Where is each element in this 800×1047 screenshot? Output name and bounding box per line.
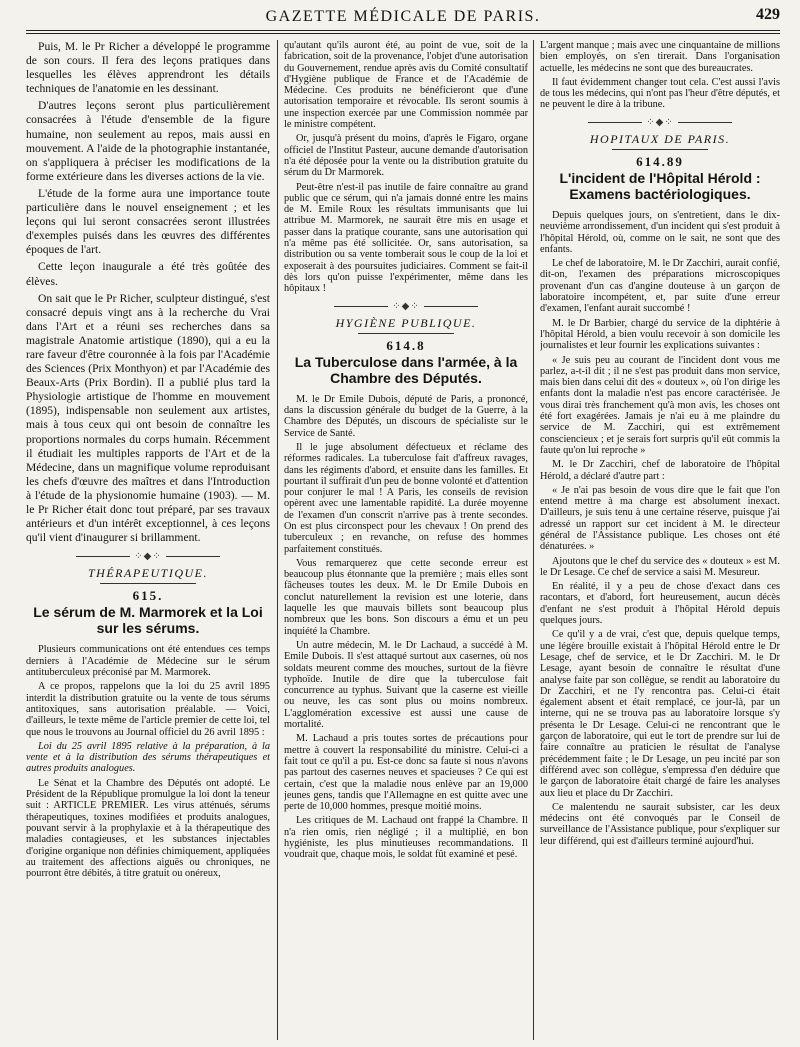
column-3 (540, 40, 780, 850)
column-separator (533, 40, 534, 1040)
paragraph: « Je n'ai pas besoin de vous dire que le fait que l'on entend mettre à ma charge est absolument inexact. D'ailleurs, je suis tenu à une certaine réserve, puisque j'ai adressé un rapport sur cet incident à M. le directeur général de l'Assistance publique. Les choses ont été dénaturées. » (540, 484, 780, 553)
paragraph: Peut-être n'est-il pas inutile de faire connaître au grand public que ce sérum, qui n'a jamais donné entre les mains de M. Emile Roux les résultats immunisants que lui attribue M. Marmorek, ne saurait être mis en usage et passer dans la pratique courante, sans une autorisation qui n'a même pas été sollicitée. Or, sans autorisation, sa distribution ou sa vente tomberait sous le coup de la loi et exposerait à des poursuites judiciaires. Comment se fait-il dès lors qu'on puisse l'expérimenter, même dans les hôpitaux ! (284, 181, 528, 295)
tuberculose-article-text (284, 394, 528, 861)
paragraph: Le chef de laboratoire, M. le Dr Zacchiri, aurait confié, dit-on, l'examen des préparations microscopiques provenant d'un cas d'angine douteuse à un garçon de laboratoire incompétent, et, par suite d'une erreur d'examen, l'enfant aurait succombé ! (540, 258, 780, 315)
paragraph: qu'autant qu'ils auront été, au point de vue, soit de la fabrication, soit de la provenance, l'objet d'une autorisation du Gouvernement, rendue après avis du Comité consultatif d'Hygiène publique de France et de l'Académie de Médecine. Ces produits ne bénéficieront que d'une autorisation temporaire et révocable. Ils seront soumis à une inspection exercée par une Commission nommée par le ministre compétent. (284, 40, 528, 131)
masthead-double-rule (26, 33, 780, 34)
paragraph: Loi du 25 avril 1895 relative à la préparation, à la vente et à la distribution des sérums thérapeutiques et autres produits analogues. (26, 740, 270, 775)
paragraph: Ce qu'il y a de vrai, c'est que, depuis quelque temps, une légère brouille existait à l'hôpital Hérold entre le Dr Lesage, chef de service, et le Dr Zacchiri. M. le Dr Lesage, ayant besoin de connaître le résultat d'une analyse faite par son collègue, se rendit au laboratoire du Dr Zacchiri, et ne l'y rencontra pas. Celui-ci était également absent et était remplacé, ce jour-là, par un interne, qui ne se trouva pas au laboratoire lorsque s'y présenta le Dr Lesage. Celui-ci ne rencontrant que le garçon de laboratoire, qui eut le tort de prendre sur lui de faire connaître au praticien le résultat de l'analyse précédemment faite ; le Dr Lesage, un peu incité par son différend avec son collègue, s'empressa d'en déduire que le garçon de laboratoire était chargé de faire les analyses aux lieu et place du Dr Zacchiri. (540, 629, 780, 799)
section-underline (358, 333, 454, 334)
paragraph: Il faut évidemment changer tout cela. C'est aussi l'avis de tous les médecins, qui n'ont pas l'heur d'être députés, et ne peuvent le dire à la tribune. (540, 76, 780, 111)
paragraph: L'étude de la forme aura une importance toute particulière dans le nouvel enseignement ; et les leçons qui lui seront consacrées seront illustrées d'exemples puisés dans les œuvres des différentes époques de l'art. (26, 186, 270, 257)
paragraph: « Je suis peu au courant de l'incident dont vous me parlez, a-t-il dit ; il ne s'est pas produit dans mon service, mais bien dans celui dit des « douteux », où l'on dirige les enfants dont la maladie n'est pas encore caractérisée. Je vous dirai très franchement qu'à mon avis, les choses ont été fort exagérées. Jamais je n'ai eu à me plaindre du service de M. Zacchiri, qui est extrêmement consciencieux ; et je serais fort surpris qu'il eût commis la faute qu'on lui reproche » (540, 354, 780, 456)
paragraph: Ajoutons que le chef du service des « douteux » est M. le Dr Lesage. Ce chef de service a saisi M. Mesureur. (540, 555, 780, 578)
text-columns (26, 40, 780, 1040)
tuberculose-continued-text (540, 40, 780, 111)
article-title: La Tuberculose dans l'armée, à la Chambre des Députés. (294, 353, 518, 386)
paragraph: Il le juge absolument défectueux et réclame des réformes radicales. La tuberculose fait d'affreux ravages, dans les régiments d'abord, et ensuite dans les familles. Et pourtant il suffirait d'un peu de bonne volonté et d'attention pour conjurer le mal ! A Paris, les conseils de revision opèrent avec une lamentable rapidité. La durée moyenne de l'examen d'un conscrit n'arrive pas à trente secondes. On est plus circonspect pour les chevaux ! On prend des tuberculeux ; en revanche, on refuse des hommes parfaitement constitués. (284, 441, 528, 555)
richer-course-text (26, 40, 270, 545)
column-1 (26, 40, 270, 882)
paragraph: Or, jusqu'à présent du moins, d'après le Figaro, organe officiel de l'Institut Pasteur, aucune demande d'autorisation n'a été déposée pour la vente ou la distribution gratuite du sérum du Dr Marmorek. (284, 133, 528, 179)
section-divider (540, 117, 780, 128)
paragraph: Cette leçon inaugurale a été très goûtée des élèves. (26, 260, 270, 288)
article-number: 615. (132, 588, 164, 604)
paragraph: M. le Dr Barbier, chargé du service de la diphtérie à l'hôpital Hérold, a bien voulu recevoir à son domicile les journalistes et leur fournir les explications suivantes : (540, 317, 780, 352)
section-heading: HOPITAUX DE PARIS. (589, 131, 731, 146)
ornament-icon: ⁘◆⁘ (646, 116, 674, 128)
paragraph: Ce malentendu ne saurait subsister, car les deux médecins ont été convoqués par le Conseil de surveillance de l'Assistance publique, pour s'expliquer sur leur différend, qui est d'ailleurs terminé aujourd'hui. (540, 801, 780, 847)
paragraph: Depuis quelques jours, on s'entretient, dans le dix-neuvième arrondissement, d'un incident qui s'est produit à l'hôpital Hérold, où, comme on le sait, ne sont que des enfants. (540, 209, 780, 255)
section-underline (100, 583, 196, 584)
section-underline (612, 149, 708, 150)
article-title: Le sérum de M. Marmorek et la Loi sur les sérums. (33, 604, 263, 637)
paragraph: Vous remarquerez que cette seconde erreur est beaucoup plus étonnante que la première ; mais elles sont fâcheuses toutes les deux. M. le Dr Emile Dubois en conclut naturellement la revision est une loterie, dans laquelle les que mauvais billets sont beaucoup plus nombreux que les bons. Son discours a ému et un peu inquiété la Chambre. (284, 557, 528, 637)
paragraph: M. le Dr Emile Dubois, député de Paris, a prononcé, dans la discussion générale du budget de la Guerre, à la Chambre des Députés, un discours de spécialiste sur le Service de Santé. (284, 393, 528, 439)
paragraph: Les critiques de M. Lachaud ont frappé la Chambre. Il n'a rien omis, rien négligé ; il a multiplié, en bon hygiéniste, les plus minutieuses recommandations. Il voudrait que, chaque mois, le soldat fût examiné et pesé. (284, 815, 528, 861)
section-heading: HYGIÈNE PUBLIQUE. (335, 315, 477, 330)
paragraph: A ce propos, rappelons que la loi du 25 avril 1895 interdit la distribution gratuite ou la vente de tous sérums antitoxiques, sans autorisation préalable. — Voici, d'ailleurs, le texte même de l'article premier de cette loi, tel que nous le trouvons au Journal officiel du 26 avril 1895 : (26, 681, 270, 738)
paragraph: En réalité, il y a peu de chose d'exact dans ces racontars, et d'abord, fort heureusement, aucun décès d'enfant ne s'est produit à l'hôpital Hérold depuis quelques jours. (540, 581, 780, 627)
column-2 (284, 40, 528, 864)
paragraph: Le Sénat et la Chambre des Députés ont adopté. Le Président de la République promulgue la loi dont la teneur suit : ARTICLE PREMIER. Les virus atténués, sérums thérapeutiques, toxines modifiées et produits analogues, pouvant servir à la prophylaxie et à la thérapeutique des maladies contagieuses, et les substances injectables d'origine organique non définies chimiquement, appliquées au traitement des affections aiguës ou chroniques, ne pourront être débités, à titre gratuit ou onéreux, (26, 777, 270, 880)
article-title: L'incident de l'Hôpital Hérold : Examens bactériologiques. (559, 169, 761, 202)
ornament-icon: ⁘◆⁘ (134, 551, 162, 563)
paragraph: Un autre médecin, M. le Dr Lachaud, a succédé à M. Emile Dubois. Il s'est attaqué surtout aux casernes, où nos soldats meurent comme des mouches, surtout de la fièvre typhoïde. Inutile de dire que la tuberculose fait concurrence au typhus. Suivant que la caserne est vieille ou neuve, les cas sont plus ou moins nombreux. L'agglomération excessive est aussi une cause de mortalité. (284, 639, 528, 731)
section-heading: THÉRAPEUTIQUE. (88, 566, 208, 581)
paragraph: M. Lachaud a pris toutes sortes de précautions pour mettre à couvert la responsabilité du ministre. Celui-ci a fait tout ce qu'il a pu. Est-ce donc sa faute si nous n'avons pas partout des casernes neuves et spacieuses ? Ce qui est certain, c'est que la maladie nous enlève par an 19,000 jeunes gens, tandis que l'Allemagne en est quitte avec une perte de 10,000 hommes, presque moitié moins. (284, 733, 528, 813)
paragraph: D'autres leçons seront plus particulièrement consacrées à l'étude d'ensemble de la figure humaine, non seulement au repos, mais aussi en mouvement. A l'aide de la photographie instantanée, on s'appliquera à préciser les modifications de la forme extérieure dans les diverses actions de la vie. (26, 99, 270, 183)
paragraph: Puis, M. le Pr Richer a développé le programme de son cours. Il fera des leçons pratiques dans lesquelles les élèves apprendront les détails techniques de l'anatomie en les dessinant. (26, 40, 270, 96)
article-number: 614.8 (386, 337, 426, 353)
journal-title: GAZETTE MÉDICALE DE PARIS. (265, 8, 541, 25)
paragraph: On sait que le Pr Richer, sculpteur distingué, s'est consacré depuis vingt ans à la recherche du Vrai dans l'Art et a réuni ses recherches dans sa magistrale Anatomie artistique (1890), qui a eu la rare faveur d'être couronnée à la fois par l'Académie des Sciences (Prix Monthyon) et par l'Académie des Beaux-Arts (Prix Bordin). Il a publié plus tard la Physiologie artistique de l'homme en mouvement (1895), indispensable non seulement aux artistes, mais à tous ceux qui ont besoin de connaître les proportions normales du corps humain. Récemment il étudiait les multiples rapports de l'Art et de la Médecine, dans un magnifique volume reproduisant les chefs d'œuvre des maîtres et dans l'Introduction à l'étude de la physionomie humaine (1903). — M. le Pr Richer était donc tout préparé, par ses travaux antérieurs et d'un intérêt exceptionnel, à ces leçons qu'il vient d'inaugurer si brillamment. (26, 291, 270, 545)
paragraph: Plusieurs communications ont été entendues ces temps derniers à l'Académie de Médecine sur le sérum antituberculeux préconisé par M. Marmorek. (26, 644, 270, 679)
masthead (26, 0, 780, 31)
column-separator (277, 40, 278, 1040)
section-divider (284, 301, 528, 312)
herold-article-text (540, 210, 780, 847)
paragraph: M. le Dr Zacchiri, chef de laboratoire de l'hôpital Hérold, a déclaré d'autre part : (540, 459, 780, 482)
marmorek-continued-text (284, 40, 528, 295)
ornament-icon: ⁘◆⁘ (392, 300, 420, 312)
page-number: 429 (756, 6, 780, 23)
marmorek-article-text (26, 644, 270, 879)
section-divider (26, 551, 270, 562)
article-number: 614.89 (636, 153, 684, 169)
paragraph: L'argent manque ; mais avec une cinquantaine de millions bien employés, on s'en tirerait. Dans l'organisation actuelle, les médecins ne sont que des bureaucrates. (540, 40, 780, 74)
